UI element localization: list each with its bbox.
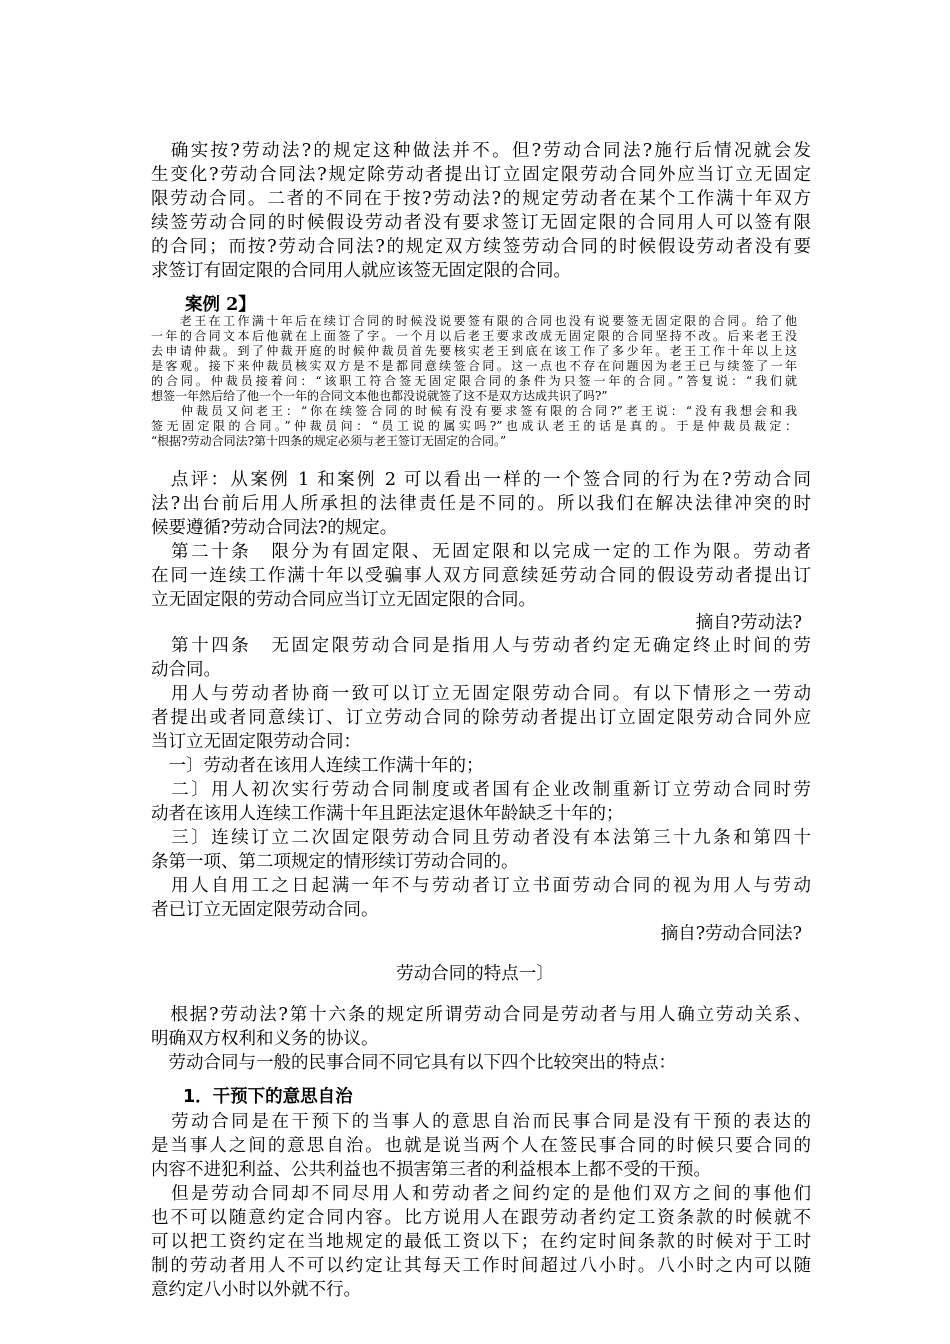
case-text-line: 老王在工作满十年后在续订合同的时候没说要签有限的合同也没有说要签无固定限的合同。给了他 <box>151 314 797 328</box>
text-line: 立无固定限的劳动合同应当订立无固定限的合同。 <box>151 590 536 610</box>
text-line: 明确双方权利和义务的协议。 <box>151 1029 379 1049</box>
text-line: 是当事人之间的意思自治。也就是说当两个人在签民事合同的时候只要合同的 <box>151 1136 811 1156</box>
case-text-line: 签无固定限的合同。”仲裁员问：“员工说的属实吗?”也成认老王的话是真的。于是仲裁员裁定： <box>151 419 797 433</box>
text-line: 劳动合同与一般的民事合同不同它具有以下四个比较突出的特点： <box>151 1053 676 1073</box>
text-line: 者提出或者同意续订、订立劳动合同的除劳动者提出订立固定限劳动合同外应 <box>151 708 811 728</box>
text-line: 意约定八小时以外就不行。 <box>151 1280 361 1300</box>
text-line: 限劳动合同。二者的不同在于按?劳动法?的规定劳动者在某个工作满十年双方 <box>151 189 811 209</box>
text-line: 续签劳动合同的时候假设劳动者没有要求签订无固定限的合同用人可以签有限 <box>151 213 811 233</box>
text-line: 但是劳动合同却不同尽用人和劳动者之间约定的是他们双方之间的事他们 <box>151 1184 811 1204</box>
text-line: 可以把工资约定在当地规定的最低工资以下；在约定时间条款的时候对于工时 <box>151 1232 811 1252</box>
case-text-line: “根据?劳动合同法?第十四条的规定必须与老王签订无固定的合同。” <box>151 434 507 448</box>
text-line: 者已订立无固定限劳动合同。 <box>151 900 379 920</box>
case-text-line: 是客观。接下来仲裁员核实双方是不是都同意续签合同。这一点也不存在问题因为老王已与续签了一年 <box>151 359 797 373</box>
text-line: 三〕连续订立二次固定限劳动合同且劳动者没有本法第三十九条和第四十 <box>151 828 811 848</box>
text-line: 动者在该用人连续工作满十年且距法定退休年龄缺乏十年的； <box>151 804 624 824</box>
text-line: 求签订有固定限的合同用人就应该签无固定限的合同。 <box>151 261 571 281</box>
section-title: 劳动合同的特点一〕 <box>396 964 554 984</box>
text-line: 第二十条 限分为有固定限、无固定限和以完成一定的工作为限。劳动者 <box>151 542 811 562</box>
text-line: 用人自用工之日起满一年不与劳动者订立书面劳动合同的视为用人与劳动 <box>151 876 811 896</box>
text-line: 用人与劳动者协商一致可以订立无固定限劳动合同。有以下情形之一劳动 <box>151 684 811 704</box>
case-title: 案例 2】 <box>185 295 256 315</box>
text-line: 当订立无固定限劳动合同： <box>151 732 361 752</box>
text-line: 劳动合同是在干预下的当事人的意思自治而民事合同是没有干预的表达的 <box>151 1112 811 1132</box>
text-line: 动合同。 <box>151 660 221 680</box>
subheading: 1．干预下的意思自治 <box>183 1087 353 1107</box>
case-text-line: 的合同。仲裁员接着问：“该职工符合签无固定限合同的条件为只签一年的合同。”答复说：“我们就 <box>151 374 797 388</box>
text-line: 一〕劳动者在该用人连续工作满十年的； <box>151 756 484 776</box>
source-citation: 摘自?劳动合同法? <box>660 924 802 944</box>
text-line: 在同一连续工作满十年以受骗事人双方同意续延劳动合同的假设劳动者提出订 <box>151 566 811 586</box>
text-line: 法?出台前后用人所承担的法律责任是不同的。所以我们在解决法律冲突的时 <box>151 494 811 514</box>
text-line: 条第一项、第二项规定的情形续订劳动合同的。 <box>151 852 519 872</box>
source-citation: 摘自?劳动法? <box>695 613 802 633</box>
text-line: 确实按?劳动法?的规定这种做法并不。但?劳动合同法?施行后情况就会发 <box>151 141 811 161</box>
text-line: 生变化?劳动合同法?规定除劳动者提出订立固定限劳动合同外应当订立无固定 <box>151 165 811 185</box>
case-text-line: 想签一年然后给了他一个一年的合同文本他也都没说就签了这不是双方达成共识了吗?” <box>151 389 608 403</box>
text-line: 根据?劳动法?第十六条的规定所谓劳动合同是劳动者与用人确立劳动关系、 <box>151 1005 811 1025</box>
case-text-line: 仲裁员又问老王：“你在续签合同的时候有没有要求签有限的合同?”老王说：“没有我想会和我 <box>151 404 797 418</box>
text-line: 候要遵循?劳动合同法?的规定。 <box>151 518 398 538</box>
text-line: 二〕用人初次实行劳动合同制度或者国有企业改制重新订立劳动合同时劳 <box>151 780 811 800</box>
text-line: 点评：从案例 1 和案例 2 可以看出一样的一个签合同的行为在?劳动合同 <box>151 470 811 490</box>
text-line: 制的劳动者用人不可以约定让其每天工作时间超过八小时。八小时之内可以随 <box>151 1256 811 1276</box>
text-line: 第十四条 无固定限劳动合同是指用人与劳动者约定无确定终止时间的劳 <box>151 636 811 656</box>
text-line: 的合同；而按?劳动合同法?的规定双方续签劳动合同的时候假设劳动者没有要 <box>151 237 811 257</box>
text-line: 也不可以随意约定合同内容。比方说用人在跟劳动者约定工资条款的时候就不 <box>151 1208 811 1228</box>
text-line: 内容不进犯利益、公共利益也不损害第三者的利益根本上都不受的干预。 <box>151 1160 711 1180</box>
case-text-line: 去申请仲裁。到了仲裁开庭的时候仲裁员首先要核实老王到底在该工作了多少年。老王工作十年以上这 <box>151 344 797 358</box>
case-text-line: 一年的合同文本后他就在上面签了字。一个月以后老王要求改成无固定限的合同坚持不改。后来老王没 <box>151 329 797 343</box>
